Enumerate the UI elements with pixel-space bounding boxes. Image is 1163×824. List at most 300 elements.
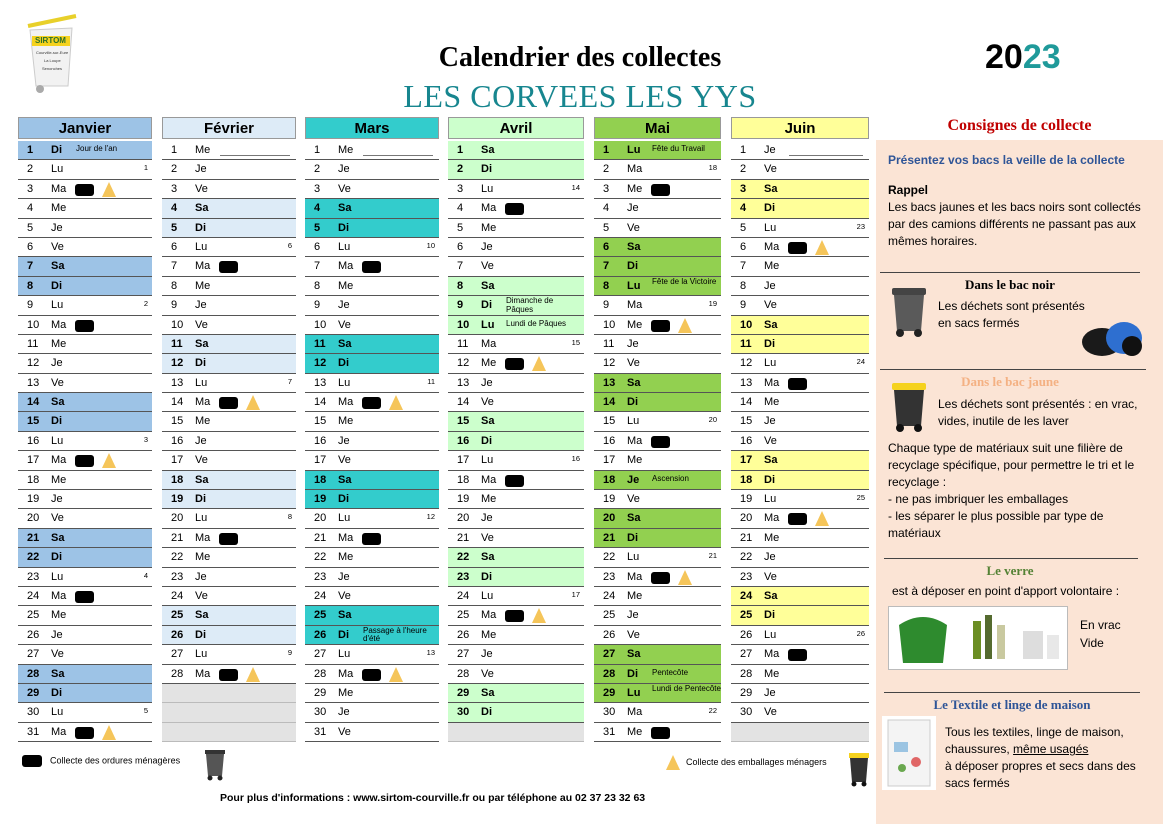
day-row bbox=[18, 199, 152, 218]
day-number: 9 bbox=[457, 299, 464, 312]
day-of-week: Sa bbox=[764, 182, 778, 195]
jaune-title: Dans le bac jaune bbox=[961, 374, 1059, 389]
day-row bbox=[162, 335, 296, 354]
day-row bbox=[448, 160, 584, 179]
month-mai bbox=[594, 117, 721, 742]
day-number: 21 bbox=[314, 531, 327, 544]
day-row bbox=[305, 296, 439, 315]
day-row bbox=[18, 219, 152, 238]
day-of-week: Sa bbox=[51, 260, 65, 273]
omb-collection-icon bbox=[505, 358, 524, 370]
day-of-week: Ma bbox=[764, 648, 780, 661]
day-row bbox=[162, 626, 296, 645]
year-part-2: 23 bbox=[1022, 38, 1061, 76]
day-of-week: Di bbox=[481, 706, 492, 719]
emb-collection-icon bbox=[389, 395, 403, 410]
day-number: 26 bbox=[457, 628, 470, 641]
day-of-week: Je bbox=[338, 163, 350, 176]
day-row bbox=[162, 723, 296, 742]
day-of-week: Je bbox=[195, 299, 207, 312]
day-row bbox=[305, 645, 439, 664]
day-of-week: Lu bbox=[195, 376, 208, 389]
day-of-week: Ma bbox=[51, 454, 67, 467]
day-number: 15 bbox=[457, 415, 470, 428]
day-number: 31 bbox=[314, 725, 327, 738]
day-number: 15 bbox=[603, 415, 616, 428]
day-row bbox=[448, 432, 584, 451]
day-number: 2 bbox=[740, 163, 747, 176]
day-of-week: Ma bbox=[481, 337, 497, 350]
emb-collection-icon bbox=[102, 182, 116, 197]
day-number: 19 bbox=[171, 493, 184, 506]
day-of-week: Me bbox=[338, 415, 354, 428]
day-of-week: Me bbox=[764, 260, 780, 273]
day-number: 15 bbox=[314, 415, 327, 428]
day-row bbox=[731, 548, 869, 567]
day-row bbox=[162, 393, 296, 412]
day-of-week: Lu bbox=[51, 706, 64, 719]
week-number: 22 bbox=[708, 706, 717, 716]
day-number: 6 bbox=[314, 240, 321, 253]
day-number: 19 bbox=[314, 493, 327, 506]
day-number: 16 bbox=[603, 434, 616, 447]
day-of-week: Me bbox=[627, 454, 643, 467]
day-row bbox=[594, 277, 721, 296]
day-number: 16 bbox=[27, 434, 40, 447]
day-row bbox=[731, 335, 869, 354]
day-row bbox=[448, 374, 584, 393]
day-row bbox=[594, 626, 721, 645]
day-number: 11 bbox=[171, 337, 183, 350]
day-row bbox=[594, 451, 721, 470]
day-of-week: Me bbox=[627, 182, 643, 195]
day-of-week: Me bbox=[338, 279, 354, 292]
day-of-week: Ve bbox=[338, 589, 351, 602]
week-number: 13 bbox=[426, 648, 435, 658]
textile-container-icon bbox=[882, 716, 936, 790]
day-of-week: Me bbox=[195, 144, 211, 156]
yellow-bin-icon bbox=[890, 381, 928, 433]
day-of-week: Di bbox=[195, 221, 206, 234]
day-number: 21 bbox=[171, 531, 184, 544]
day-number: 24 bbox=[457, 589, 470, 602]
day-of-week: Di bbox=[764, 202, 775, 215]
day-row bbox=[162, 703, 296, 722]
day-row bbox=[594, 141, 721, 160]
omb-collection-icon bbox=[505, 203, 524, 215]
day-row bbox=[162, 509, 296, 528]
panel-title: Consignes de collecte bbox=[947, 117, 1092, 134]
month-header: Mai bbox=[594, 117, 721, 139]
day-of-week: Ma bbox=[338, 260, 354, 273]
day-of-week: Sa bbox=[51, 396, 65, 409]
logo-sub-3: Senonches bbox=[42, 66, 63, 71]
day-number: 19 bbox=[740, 493, 753, 506]
day-row bbox=[448, 703, 584, 722]
day-of-week: Ve bbox=[627, 493, 640, 506]
day-number: 4 bbox=[603, 202, 610, 215]
month-mars bbox=[305, 117, 439, 742]
day-row bbox=[731, 432, 869, 451]
day-of-week: Me bbox=[195, 279, 211, 292]
day-number: 23 bbox=[314, 570, 327, 583]
day-of-week: Di bbox=[195, 628, 206, 641]
rappel-text: Les bacs jaunes et les bacs noirs sont collectés par des camions différents ne passant pas aux mêmes horaires. bbox=[888, 200, 1141, 248]
day-row bbox=[305, 626, 439, 645]
day-of-week: Je bbox=[627, 609, 639, 622]
omb-collection-icon bbox=[362, 397, 381, 409]
glass-container-icon bbox=[889, 607, 1067, 669]
day-of-week: Je bbox=[51, 628, 63, 641]
day-number: 13 bbox=[740, 376, 753, 389]
day-row bbox=[448, 548, 584, 567]
day-of-week: Me bbox=[481, 628, 497, 641]
day-row bbox=[731, 199, 869, 218]
day-number: 12 bbox=[603, 357, 616, 370]
day-of-week: Lu bbox=[338, 512, 351, 525]
day-of-week: Ma bbox=[338, 531, 354, 544]
day-of-week: Di bbox=[764, 337, 775, 350]
day-of-week: Ve bbox=[51, 512, 64, 525]
day-of-week: Lu bbox=[195, 240, 208, 253]
day-row bbox=[18, 335, 152, 354]
day-number: 2 bbox=[27, 163, 34, 176]
day-of-week: Je bbox=[51, 493, 63, 506]
day-of-week: Lu bbox=[195, 512, 208, 525]
day-number: 9 bbox=[171, 299, 178, 312]
day-number: 19 bbox=[457, 493, 470, 506]
day-row bbox=[594, 393, 721, 412]
day-of-week: Me bbox=[195, 551, 211, 564]
day-of-week: Sa bbox=[195, 202, 209, 215]
day-row bbox=[594, 471, 721, 490]
day-row bbox=[18, 354, 152, 373]
day-number: 21 bbox=[740, 531, 753, 544]
day-row bbox=[305, 374, 439, 393]
omb-collection-icon bbox=[788, 242, 807, 254]
omb-collection-icon bbox=[651, 727, 670, 739]
day-number: 20 bbox=[603, 512, 616, 525]
day-of-week: Je bbox=[338, 706, 350, 719]
day-of-week: Lu bbox=[51, 299, 64, 312]
day-of-week: Ve bbox=[195, 318, 208, 331]
day-of-week: Ma bbox=[627, 434, 643, 447]
day-of-week: Me bbox=[338, 551, 354, 564]
jaune-bullet-2: - les séparer le plus possible par type de matériaux bbox=[888, 509, 1104, 540]
day-number: 23 bbox=[457, 570, 470, 583]
day-number: 28 bbox=[314, 667, 327, 680]
day-number: 30 bbox=[603, 706, 616, 719]
day-number: 7 bbox=[603, 260, 610, 273]
omb-collection-icon bbox=[219, 669, 238, 681]
day-row bbox=[305, 257, 439, 276]
day-of-week: Me bbox=[51, 473, 67, 486]
legend-emb-label: Collecte des emballages ménagers bbox=[686, 756, 827, 767]
day-row bbox=[731, 684, 869, 703]
day-number: 29 bbox=[457, 686, 470, 699]
day-number: 29 bbox=[314, 686, 327, 699]
day-row bbox=[448, 335, 584, 354]
day-row bbox=[162, 587, 296, 606]
day-of-week: Ma bbox=[627, 570, 643, 583]
day-row bbox=[448, 277, 584, 296]
day-number: 16 bbox=[171, 434, 184, 447]
black-bin-icon bbox=[890, 286, 928, 338]
day-of-week: Sa bbox=[195, 337, 209, 350]
month-janvier bbox=[18, 117, 152, 742]
day-row bbox=[731, 490, 869, 509]
day-of-week: Ve bbox=[764, 570, 777, 583]
day-number: 8 bbox=[603, 279, 610, 292]
day-number: 27 bbox=[171, 648, 184, 661]
day-of-week: Sa bbox=[481, 686, 495, 699]
day-number: 25 bbox=[457, 609, 470, 622]
day-of-week: Ve bbox=[764, 163, 777, 176]
day-of-week: Ma bbox=[764, 376, 780, 389]
day-row bbox=[448, 257, 584, 276]
day-number: 16 bbox=[457, 434, 470, 447]
day-of-week: Ve bbox=[481, 667, 494, 680]
day-row bbox=[731, 703, 869, 722]
jaune-text-2: Chaque type de matériaux suit une filière de recyclage spécifique, pour permettre le tri et le recyclage : bbox=[888, 441, 1135, 489]
day-row bbox=[448, 141, 584, 160]
day-number: 3 bbox=[603, 182, 610, 195]
day-of-week: Ma bbox=[195, 667, 211, 680]
day-row bbox=[162, 180, 296, 199]
day-number: 24 bbox=[603, 589, 616, 602]
day-row bbox=[305, 606, 439, 625]
day-row bbox=[305, 141, 439, 160]
day-number: 24 bbox=[314, 589, 327, 602]
day-number: 11 bbox=[27, 337, 39, 350]
day-row bbox=[594, 219, 721, 238]
month-header: Juin bbox=[731, 117, 869, 139]
month-juin bbox=[731, 117, 869, 742]
day-row bbox=[18, 374, 152, 393]
day-number: 6 bbox=[740, 240, 747, 253]
day-of-week: Me bbox=[627, 318, 643, 331]
logo-text: SIRTOM bbox=[35, 36, 66, 45]
day-number: 9 bbox=[314, 299, 321, 312]
day-number: 27 bbox=[314, 648, 327, 661]
day-of-week: Sa bbox=[627, 648, 641, 661]
day-of-week: Me bbox=[338, 144, 354, 156]
day-row bbox=[594, 412, 721, 431]
day-row bbox=[594, 335, 721, 354]
day-row bbox=[731, 451, 869, 470]
day-row bbox=[448, 587, 584, 606]
day-of-week: Ve bbox=[338, 318, 351, 331]
day-number: 23 bbox=[27, 570, 40, 583]
day-number: 20 bbox=[171, 512, 184, 525]
emb-collection-icon bbox=[532, 608, 546, 623]
day-row bbox=[162, 412, 296, 431]
day-number: 25 bbox=[171, 609, 184, 622]
day-of-week: Lu bbox=[51, 163, 64, 176]
week-number: 7 bbox=[287, 376, 292, 386]
legend-omb bbox=[22, 755, 180, 767]
day-row bbox=[594, 257, 721, 276]
day-number: 20 bbox=[27, 512, 40, 525]
day-number: 8 bbox=[171, 279, 178, 292]
day-row bbox=[731, 354, 869, 373]
day-number: 17 bbox=[740, 454, 753, 467]
day-number: 3 bbox=[457, 182, 464, 195]
day-row bbox=[594, 296, 721, 315]
day-of-week: Ve bbox=[481, 396, 494, 409]
day-row bbox=[448, 316, 584, 335]
day-row bbox=[731, 529, 869, 548]
day-number: 21 bbox=[457, 531, 470, 544]
day-row bbox=[731, 723, 869, 742]
day-number: 7 bbox=[27, 260, 34, 273]
week-number: 10 bbox=[426, 240, 435, 250]
day-number: 1 bbox=[740, 144, 747, 156]
day-row bbox=[18, 490, 152, 509]
day-number: 17 bbox=[457, 454, 470, 467]
holiday-note: Fête du Travail bbox=[652, 144, 705, 153]
day-row bbox=[162, 490, 296, 509]
day-of-week: Lu bbox=[481, 182, 494, 195]
day-of-week: Ve bbox=[627, 357, 640, 370]
day-number: 1 bbox=[27, 144, 34, 156]
day-number: 14 bbox=[27, 396, 40, 409]
day-of-week: Lu bbox=[481, 454, 494, 467]
emb-collection-icon bbox=[246, 667, 260, 682]
day-number: 1 bbox=[603, 144, 610, 156]
day-row bbox=[162, 684, 296, 703]
omb-collection-icon bbox=[75, 320, 94, 332]
day-of-week: Ve bbox=[481, 531, 494, 544]
day-of-week: Je bbox=[764, 279, 776, 292]
emb-collection-icon bbox=[678, 318, 692, 333]
commune-name: LES CORVEES LES YYS bbox=[403, 78, 757, 114]
day-number: 8 bbox=[457, 279, 464, 292]
day-row bbox=[731, 665, 869, 684]
black-bin-icon bbox=[202, 747, 228, 781]
day-number: 11 bbox=[603, 337, 615, 350]
day-row bbox=[731, 606, 869, 625]
day-of-week: Je bbox=[627, 473, 640, 486]
underline bbox=[220, 155, 290, 156]
day-row bbox=[305, 432, 439, 451]
day-of-week: Sa bbox=[481, 415, 495, 428]
day-number: 10 bbox=[27, 318, 40, 331]
day-row bbox=[305, 354, 439, 373]
day-number: 10 bbox=[457, 318, 470, 331]
day-row bbox=[448, 529, 584, 548]
year bbox=[985, 38, 1061, 77]
day-row bbox=[18, 412, 152, 431]
day-row bbox=[305, 180, 439, 199]
day-number: 14 bbox=[457, 396, 470, 409]
day-number: 3 bbox=[314, 182, 321, 195]
day-row bbox=[18, 296, 152, 315]
day-row bbox=[162, 316, 296, 335]
noir-text: Les déchets sont présentés en sacs fermés bbox=[938, 299, 1085, 330]
day-number: 28 bbox=[27, 667, 40, 680]
day-row bbox=[448, 238, 584, 257]
omb-swatch bbox=[22, 755, 42, 767]
week-number: 14 bbox=[571, 182, 580, 192]
day-of-week: Ve bbox=[481, 260, 494, 273]
day-row bbox=[594, 490, 721, 509]
day-row bbox=[162, 568, 296, 587]
day-row bbox=[731, 393, 869, 412]
day-of-week: Ve bbox=[627, 628, 640, 641]
day-of-week: Ma bbox=[481, 473, 497, 486]
emb-collection-icon bbox=[102, 453, 116, 468]
day-row bbox=[594, 199, 721, 218]
day-of-week: Ma bbox=[627, 706, 643, 719]
day-number: 24 bbox=[740, 589, 753, 602]
day-number: 7 bbox=[457, 260, 464, 273]
day-row bbox=[594, 606, 721, 625]
day-number: 1 bbox=[314, 144, 321, 156]
day-number: 19 bbox=[27, 493, 40, 506]
day-number: 9 bbox=[603, 299, 610, 312]
day-number: 26 bbox=[27, 628, 40, 641]
day-row bbox=[594, 509, 721, 528]
omb-collection-icon bbox=[651, 320, 670, 332]
underline bbox=[789, 155, 863, 156]
day-of-week: Sa bbox=[338, 337, 352, 350]
day-of-week: Sa bbox=[338, 609, 352, 622]
day-number: 25 bbox=[27, 609, 40, 622]
day-number: 4 bbox=[27, 202, 34, 215]
day-row bbox=[594, 238, 721, 257]
day-of-week: Ma bbox=[338, 396, 354, 409]
verre-vrac: En vrac bbox=[1080, 618, 1121, 632]
jaune-bullet-1: - ne pas imbriquer les emballages bbox=[888, 492, 1069, 506]
day-row bbox=[305, 529, 439, 548]
textile-text-2: à déposer propres et secs dans des sacs fermés bbox=[945, 759, 1136, 790]
week-number: 17 bbox=[571, 589, 580, 599]
day-number: 8 bbox=[314, 279, 321, 292]
day-number: 22 bbox=[457, 551, 470, 564]
day-of-week: Di bbox=[51, 415, 62, 428]
day-row bbox=[18, 626, 152, 645]
day-of-week: Ve bbox=[51, 648, 64, 661]
day-row bbox=[731, 141, 869, 160]
day-row bbox=[305, 160, 439, 179]
week-number: 6 bbox=[287, 240, 292, 250]
day-of-week: Sa bbox=[195, 473, 209, 486]
day-row bbox=[18, 645, 152, 664]
day-of-week: Di bbox=[51, 686, 62, 699]
day-row bbox=[594, 432, 721, 451]
day-row bbox=[305, 684, 439, 703]
day-row bbox=[18, 665, 152, 684]
day-of-week: Sa bbox=[481, 144, 495, 156]
day-number: 13 bbox=[457, 376, 470, 389]
day-row bbox=[448, 665, 584, 684]
day-number: 23 bbox=[171, 570, 184, 583]
day-row bbox=[18, 723, 152, 742]
day-of-week: Me bbox=[481, 221, 497, 234]
day-number: 30 bbox=[27, 706, 40, 719]
day-of-week: Lu bbox=[627, 686, 641, 699]
day-row bbox=[594, 568, 721, 587]
emb-collection-icon bbox=[532, 356, 546, 371]
day-number: 27 bbox=[603, 648, 616, 661]
day-number: 7 bbox=[314, 260, 321, 273]
day-row bbox=[448, 219, 584, 238]
day-number: 15 bbox=[171, 415, 184, 428]
day-row bbox=[18, 509, 152, 528]
day-of-week: Je bbox=[338, 570, 350, 583]
omb-collection-icon bbox=[505, 475, 524, 487]
